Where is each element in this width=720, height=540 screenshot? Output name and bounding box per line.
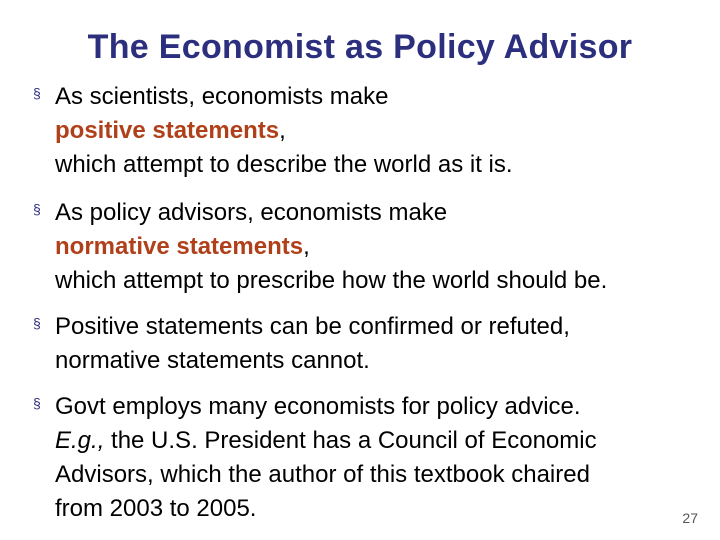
highlight-term: normative statements	[55, 233, 304, 260]
bullet-item	[30, 310, 710, 378]
bullet-text-segment: the U.S. President has a Council of Economic	[104, 427, 597, 454]
bullet-text-segment: normative statements cannot.	[55, 347, 370, 374]
bullet-text	[55, 310, 710, 344]
bullet-text-segment: Govt employs many economists for policy advice.	[55, 393, 581, 420]
bullet-text-segment: Advisors, which the author of this textbook chaired	[55, 461, 590, 488]
slide-title: The Economist as Policy Advisor	[87, 28, 633, 66]
bullet-text-segment: which attempt to prescribe how the world should be.	[55, 267, 608, 294]
bullet-list	[30, 80, 710, 526]
bullet-text-segment: As policy advisors, economists make	[55, 199, 448, 226]
bullet-text	[55, 344, 710, 378]
bullet-item	[30, 80, 710, 182]
bullet-marker-icon: §	[33, 395, 41, 411]
bullet-text-segment: ,	[303, 233, 310, 260]
bullet-text	[55, 390, 710, 424]
bullet-text	[55, 458, 710, 492]
page-number: 27	[682, 510, 698, 526]
bullet-text	[55, 264, 710, 298]
bullet-text-segment: which attempt to describe the world as it is.	[55, 151, 513, 178]
bullet-text	[55, 230, 710, 264]
bullet-text-segment: Positive statements can be confirmed or refuted,	[55, 313, 570, 340]
bullet-text	[55, 196, 710, 230]
bullet-marker-icon: §	[33, 85, 41, 101]
italic-abbrev: E.g.,	[55, 427, 105, 454]
bullet-item	[30, 390, 710, 526]
bullet-text	[55, 148, 710, 182]
bullet-text	[55, 80, 710, 114]
bullet-text	[55, 492, 710, 526]
bullet-text-segment: ,	[279, 117, 286, 144]
bullet-marker-icon: §	[33, 201, 41, 217]
bullet-text-segment: from 2003 to 2005.	[55, 495, 257, 522]
bullet-text-segment: As scientists, economists make	[55, 83, 389, 110]
highlight-term: positive statements	[55, 117, 280, 144]
bullet-marker-icon: §	[33, 315, 41, 331]
bullet-text	[55, 424, 710, 458]
bullet-text	[55, 114, 710, 148]
bullet-item	[30, 196, 710, 298]
